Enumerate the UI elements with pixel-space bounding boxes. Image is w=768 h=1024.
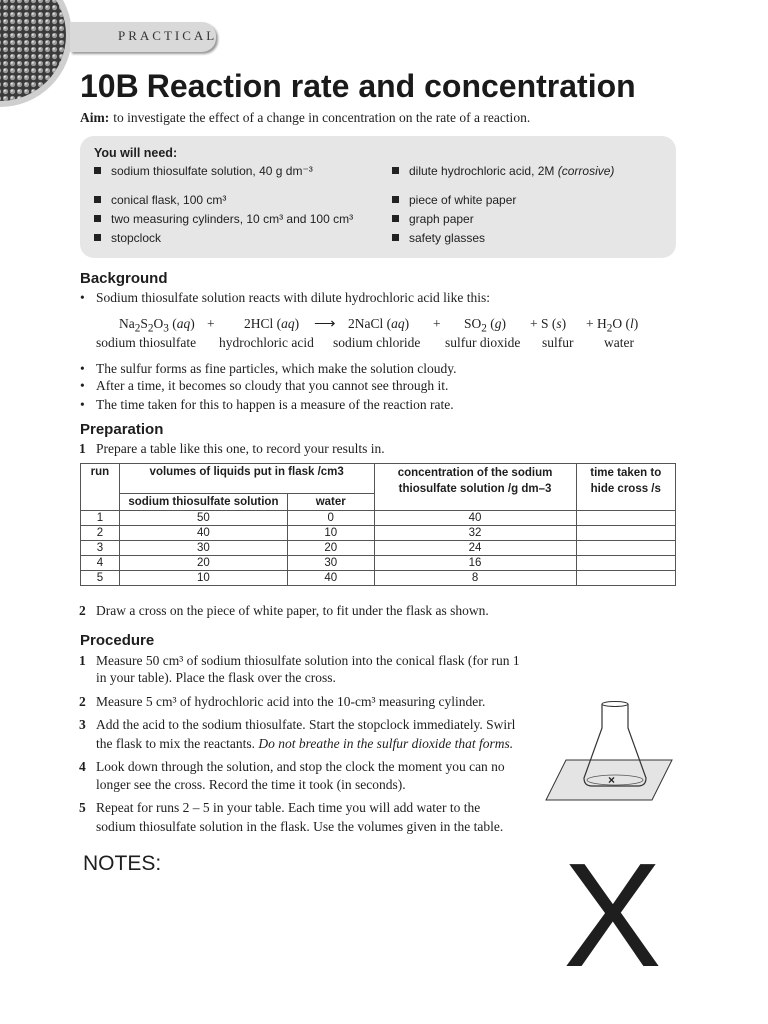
aim-line — [80, 110, 530, 126]
equipment-item: graph paper — [392, 212, 474, 226]
formula-sulfur-dioxide: $SO_2$ (g) — [464, 316, 507, 335]
procedure-step-1: 1 Measure 50 cm³ of sodium thiosulfate solution into the conical flask (for run 1 — [79, 653, 520, 668]
bullet-square-icon — [94, 215, 101, 222]
table-row: 3 30 20 24 — [81, 541, 676, 556]
notes-label: NOTES: — [83, 852, 162, 875]
title-text: Reaction rate and concentration — [146, 68, 636, 104]
name-water: water — [604, 335, 634, 350]
table-row: 4 20 30 16 — [81, 556, 676, 571]
equipment-item: piece of white paper — [392, 193, 516, 207]
procedure-step-5: 5 Repeat for runs 2 – 5 in your table. Each time you will add water to the — [79, 800, 481, 815]
background-intro: • Sodium thiosulfate solution reacts with dilute hydrochloric acid like this: — [96, 290, 490, 306]
bullet-square-icon — [94, 167, 101, 174]
equipment-item: conical flask, 100 cm³ — [94, 193, 226, 207]
equipment-title: You will need: — [94, 146, 178, 160]
name-hydrochloric-acid: hydrochloric acid — [219, 335, 314, 350]
flask-rim — [602, 702, 628, 707]
header-water: water — [287, 494, 374, 511]
page-title — [80, 68, 636, 105]
background-bullet: • The sulfur forms as fine particles, which make the solution cloudy. — [96, 361, 457, 377]
bullet-square-icon — [392, 167, 399, 174]
formula-sulfur: + S (s) — [530, 316, 567, 331]
header-run: run — [81, 464, 120, 511]
background-heading: Background — [80, 270, 168, 287]
background-bullet: • The time taken for this to happen is a measure of the reaction rate. — [96, 397, 454, 413]
plus-sign: + — [207, 316, 215, 331]
background-bullet: • After a time, it becomes so cloudy that you cannot see through it. — [96, 378, 448, 394]
procedure-step-5-cont: sodium thiosulfate solution in the flask. Use the volumes given in the table. — [96, 819, 504, 834]
equipment-item: two measuring cylinders, 10 cm³ and 100 cm³ — [94, 212, 353, 226]
equipment-item: sodium thiosulfate solution, 40 g dm⁻³ — [94, 164, 313, 178]
name-sulfur-dioxide: sulfur dioxide — [445, 335, 521, 350]
header-concentration: concentration of the sodium thiosulfate solution /g dm–3 — [374, 464, 576, 511]
bullet-square-icon — [392, 234, 399, 241]
bullet-square-icon — [392, 215, 399, 222]
name-sodium-thiosulfate: sodium thiosulfate — [96, 335, 197, 350]
name-sulfur: sulfur — [542, 335, 574, 350]
aim-text: to investigate the effect of a change in concentration on the rate of a reaction. — [113, 110, 531, 125]
time-cell — [576, 556, 675, 571]
formula-water: + $H_2O$ (l) — [586, 316, 639, 335]
equipment-item: dilute hydrochloric acid, 2M (corrosive) — [392, 164, 614, 178]
header-volumes: volumes of liquids put in flask /cm3 — [119, 464, 374, 494]
procedure-step-4: 4 Look down through the solution, and stop the clock the moment you can no — [79, 759, 505, 774]
practical-code: 10B — [80, 68, 139, 104]
table-row: 2 40 10 32 — [81, 526, 676, 541]
name-sodium-chloride: sodium chloride — [333, 335, 421, 350]
procedure-step-2: 2 Measure 5 cm³ of hydrochloric acid into the 10-cm³ measuring cylinder. — [79, 694, 486, 709]
formula-sodium-thiosulfate: $Na_2S_2O_3$ (aq) — [119, 316, 195, 335]
time-cell — [576, 511, 675, 526]
procedure-step-3-cont: the flask to mix the reactants. Do not breathe in the sulfur dioxide that forms. — [96, 736, 514, 751]
flask-on-cross-illustration — [544, 700, 674, 802]
handwritten-x-mark: X — [563, 833, 662, 998]
procedure-step-4-cont: longer see the cross. Record the time it took (in seconds). — [96, 777, 406, 792]
time-cell — [576, 541, 675, 556]
aim-label: Aim: — [80, 110, 110, 125]
preparation-heading: Preparation — [80, 421, 164, 438]
formula-sodium-chloride: 2NaCl (aq) — [348, 316, 410, 331]
procedure-step-1-cont: in your table). Place the flask over the cross. — [96, 670, 336, 685]
time-cell — [576, 526, 675, 541]
practical-label: PRACTICAL — [118, 28, 218, 43]
practical-tab — [70, 22, 216, 52]
bullet-square-icon — [94, 196, 101, 203]
equipment-box — [80, 136, 676, 258]
header-sodium-thiosulfate: sodium thiosulfate solution — [119, 494, 287, 511]
formula-hydrochloric-acid: 2HCl (aq) — [244, 316, 300, 331]
header-time: time taken to hide cross /s — [576, 464, 675, 511]
bullet-square-icon — [94, 234, 101, 241]
table-row: 5 10 40 8 — [81, 571, 676, 586]
preparation-step-2: 2 Draw a cross on the piece of white paper, to fit under the flask as shown. — [79, 603, 489, 618]
time-cell — [576, 571, 675, 586]
preparation-step-1: 1 Prepare a table like this one, to record your results in. — [79, 441, 385, 456]
results-table — [80, 463, 676, 586]
procedure-heading: Procedure — [80, 632, 155, 649]
cross-mark-icon: × — [608, 773, 616, 787]
table-row: 1 50 0 40 — [81, 511, 676, 526]
procedure-step-3: 3 Add the acid to the sodium thiosulfate. Start the stopclock immediately. Swirl — [79, 717, 516, 732]
equipment-item: stopclock — [94, 231, 161, 245]
plus-sign: + — [433, 316, 441, 331]
reaction-arrow-icon: ⟶ — [314, 316, 336, 332]
corner-decoration-image — [0, 0, 72, 115]
equipment-item: safety glasses — [392, 231, 485, 245]
bullet-square-icon — [392, 196, 399, 203]
